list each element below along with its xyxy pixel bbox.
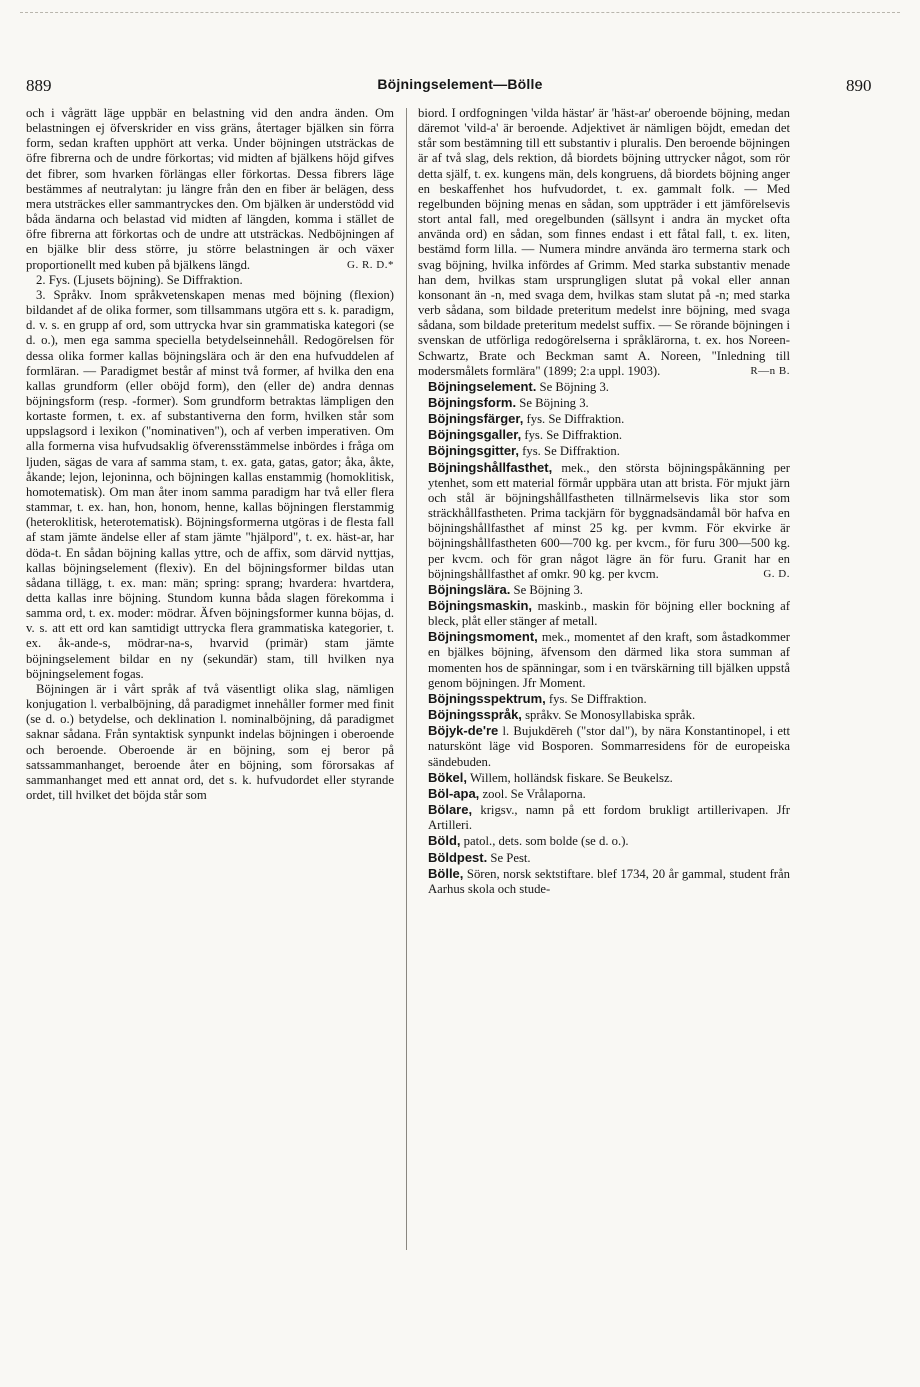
dictionary-entry [418, 786, 790, 802]
entry-text: Se Böjning 3. [513, 582, 583, 597]
entry-headword: Böjningsmaskin, [428, 598, 533, 613]
entry-headword: Böjningsgitter, [428, 443, 519, 459]
paragraph: Böjningen är i vårt språk af två väsentligt olika slag, nämligen konjugation l. verbalböjning, då paradigmet innehåller former med finit (se d. o.) betydelse, och deklination l. nominalböjning, då paradigmet saknar sådana. Från syntaktisk synpunkt indelas böjningen i oberoende och beroende. Oberoende är en böjning, som ej beror på satssammanhanget, beroende åter en böjning, som förorsakas af sammanhanget med ett annat ord, det s. k. hufvudordet eller styrande ordet, till hvilket det böjda står som [26, 681, 394, 803]
entry-headword: Böjningsspråk, [428, 707, 522, 723]
entry-headword: Bölare, [428, 802, 473, 818]
dictionary-entry [418, 411, 790, 427]
entry-text: mek., den största böjningspåkänning per ytenhet, som ett material förmår uppbära utan att brista. För mjukt järn och stål är böjningshållfastheten tillnärmelsevis lika stor som sträckhållfastheten. Prima tackjärn för byggnadsändamål bör hafva en böjningshållfasthet af minst 25 kg. per kvmm. För ekvirke är böjningshållfastheten 600—700 kg. per kvcm., för furu 300—500 kg. per kvcm. och för gran något lägre än för furu. Granit har en böjningshållfasthet af omkr. 90 kg. per kvcm. [428, 460, 790, 581]
entry-text: fys. Se Diffraktion. [526, 412, 625, 427]
entry-headword: Böl-apa, [428, 785, 480, 801]
running-title: Böjningselement—Bölle [377, 76, 543, 92]
entry-text: Se Böjning 3. [519, 395, 589, 410]
right-column [418, 106, 790, 1266]
column-divider [406, 108, 407, 1250]
entry-text: Se Pest. [490, 850, 531, 865]
paragraph: 2. Fys. (Ljusets böjning). Se Diffraktion. [36, 272, 243, 287]
paragraph-text: biord. I ordfogningen 'vilda hästar' är 'häst-ar' oberoende böjning, medan däremot 'vild-a' är beroende. Adjektivet är nämligen böjdt, emedan det står som bestämning till ett substantiv i pluralis. Den beroende böjningen är af två slag, dels rektion, då biordets böjning uttrycker något, som rör detta själf, t. ex. kungens män, dels kongruens, då biordets böjning anger en beskaffenhet hos hufvudordet, t. ex. gammalt folk. — Med regelbunden böjning menas en sådan, som uppträder i ett jämförelsevis stort antal fall, med oregelbunden (sällsynt i andra än mycket ofta använda ord) en sådan, som finnes endast i ett fåtal fall, t. ex. liten, bestämd form lilla. — Numera mindre använda äro termerna stark och svag böjning, hvilka infördes af Grimm. Med starka substantiv menade han dem, hvilkas stam ursprungligen slutat på vokal eller annan konsonant än -n, med svaga dem, hvilkas stam slutat på -n; med starka verb sådana, som bildade preteritum medelst inre böjning, med svaga sådana, som bildade preteritum medelst suffix. — Se rörande böjningen i svenskan de utförliga redogörelserna i språklärorna, t. ex. hos Noreen-Schwartz, Brate och Beckman samt A. Noreen, "Inledning till modersmålets formlära" (1899; 2:a uppl. 1903). [418, 106, 790, 378]
entry-text: fys. Se Diffraktion. [548, 691, 647, 706]
left-column [26, 106, 394, 1266]
entry-text: fys. Se Diffraktion. [524, 428, 623, 443]
entry-text: Willem, holländsk fiskare. Se Beukelsz. [469, 770, 673, 785]
dictionary-entry [418, 802, 790, 833]
entry-headword: Böjningselement. [428, 378, 537, 394]
entry-text: språkv. Se Monosyllabiska språk. [525, 708, 696, 723]
entry-headword: Böjningsgaller, [428, 427, 522, 443]
entry-text: fys. Se Diffraktion. [522, 444, 620, 459]
entry-text: krigsv., namn på ett fordom brukligt artillerivapen. Jfr Artilleri. [428, 803, 790, 833]
entry-headword: Böjningsspektrum, [428, 690, 546, 706]
dictionary-entry [418, 379, 790, 395]
entry-headword: Böld, [428, 833, 461, 849]
dictionary-entry [418, 833, 790, 849]
dictionary-entry [418, 598, 790, 629]
entry-text: zool. Se Vrålaporna. [482, 786, 586, 801]
entry-text: Se Böjning 3. [539, 379, 609, 394]
entry-list [418, 379, 790, 897]
entry-headword: Böjningshållfasthet, [428, 459, 553, 475]
dictionary-entry [418, 850, 790, 866]
entry-text: Sören, norsk sektstiftare. blef 1734, 20 år gammal, student från Aarhus skola och stude- [428, 866, 790, 896]
author-signature: R—n B. [750, 364, 790, 377]
entry-headword: Bökel, [428, 769, 468, 785]
dictionary-entry [418, 866, 790, 897]
dictionary-entry [418, 629, 790, 691]
author-signature: G. R. D.* [347, 258, 394, 271]
entry-text: patol., dets. som bolde (se d. o.). [463, 834, 629, 849]
entry-text: l. Bujukdēreh ("stor dal"), by nära Konstantinopel, i ett naturskönt läge vid Bosporen. Sommarresidens för de europeiska sändebuden. [428, 724, 790, 769]
dictionary-entry [418, 427, 790, 443]
dictionary-entry [418, 707, 790, 723]
page-number-right: 890 [846, 76, 872, 95]
dictionary-entry [418, 582, 790, 598]
entry-headword: Böjningsmoment, [428, 629, 538, 645]
dictionary-entry [418, 395, 790, 411]
dictionary-entry [418, 460, 790, 582]
entry-headword: Bölle, [428, 865, 464, 881]
page-number-left: 889 [26, 76, 52, 95]
author-signature: G. D. [763, 567, 790, 580]
dictionary-entry [418, 443, 790, 459]
paragraph [26, 106, 394, 273]
entry-headword: Böjningsfärger, [428, 411, 524, 427]
entry-headword: Böjyk-de're [428, 723, 499, 739]
entry-headword: Böjningsform. [428, 394, 517, 410]
entry-headword: Böldpest. [428, 849, 488, 865]
scan-edge-line [20, 12, 900, 13]
dictionary-entry [418, 770, 790, 786]
entry-text: mek., momentet af den kraft, som åstadkommer en bjälkes böjning, äfvensom den därmed lika stora summan af momenten hos de spänningar, som i en tvärskärning till bjälken uppstå genom böjningen. Jfr Moment. [428, 630, 790, 690]
page-header [0, 76, 920, 98]
entry-headword: Böjningslära. [428, 581, 511, 597]
paragraph [418, 106, 790, 379]
paragraph-text: och i vågrätt läge uppbär en belastning vid den andra änden. Om belastningen ej öfverskrider en viss gräns, återtager bjälken sin förra form, sedan kraften upphört att verka. Under böjningen utsträckas de öfre fibrerna och de undre förkortas; vid midten af bjälkens höjd gifves det fibrer, som hvarken förlängas eller förkortas. Dessa fibrers läge bestämmes af neutralytan: ju längre från den en fiber är belägen, dess mera utsträckes eller sammantryckes den. Om bjälken är understödd vid båda ändarna och belastad vid midten af längden, komma i stället de öfre fibrerna att förkortas och de undre att utsträckas. Nedböjningen af en bjälke blir dess större, ju större belastningen är och växer proportionellt med kuben på bjälkens längd. [26, 106, 394, 272]
dictionary-entry [418, 723, 790, 769]
dictionary-entry [418, 691, 790, 707]
entry-text: maskinb., maskin för böjning eller bockning af bleck, plåt eller stänger af metall. [428, 599, 790, 629]
paragraph: 3. Språkv. Inom språkvetenskapen menas med böjning (flexion) bildandet af de olika former, som tillsammans utgöra ett s. k. paradigm, d. v. s. en grupp af ord, som uttrycka hvar sin grammatiska kategori (se d. o.), men ega samma speciella betydelseinnehåll. Redogörelsen för dessa olika former kallas böjningslära och är den ena hufvuddelen af formläran. — Paradigmet består af minst två former, af hvilka den ena kallas grundform (eller oböjd form), den (eller de) andra dennas böjningsform (resp. -former). Som grundform betraktas lämpligen den kortaste formen, t. ex. af substantiverna den form, hvilken står som uppslagsord i lexikon ("nominativen"), och af verben imperativen. Om alla formerna visa hufvudsaklig öfverensstämmelse inbördes i fråga om ljuden, sägas de vara af samma stam, t. ex. gata, gatas, gator; åka, åkte, åkande; lejon, lejoninna, och böjningen kallas enstammig (homoklitisk, homotematisk). Om man åter inom samma paradigm har två eller flera stammar, t. ex. han, hon, honom, henne, kallas böjningen flerstammig (heteroklitisk, heterotematisk). Böjningsformerna utgöras i de flesta fall af stam jämte ändelse eller af stam jämte "hjälpord", t. ex. häst-ar, har döda-t. En sådan böjning kallas yttre, och de affix, som därvid nyttjas, kallas böjningselement (flexiv). En del böjningsformer bildas utan sådana tillägg, t. ex. man: män; spring: sprang; hvardera: hvartdera, detta kallas inre böjning. Stundom kunna båda slagen förekomma i samma ord, t. ex. moder: mödrar. Äfven böjningsformer kunna böjas, d. v. s. att ett ord kan samtidigt uttrycka flera grammatiska kategorier, t. ex. åk-ande-s, mödrar-na-s, hvarvid (primär) stam jämte böjningselement bildar en ny (sekundär) stam, till hvilken nya böjningselement fogas. [26, 287, 394, 681]
